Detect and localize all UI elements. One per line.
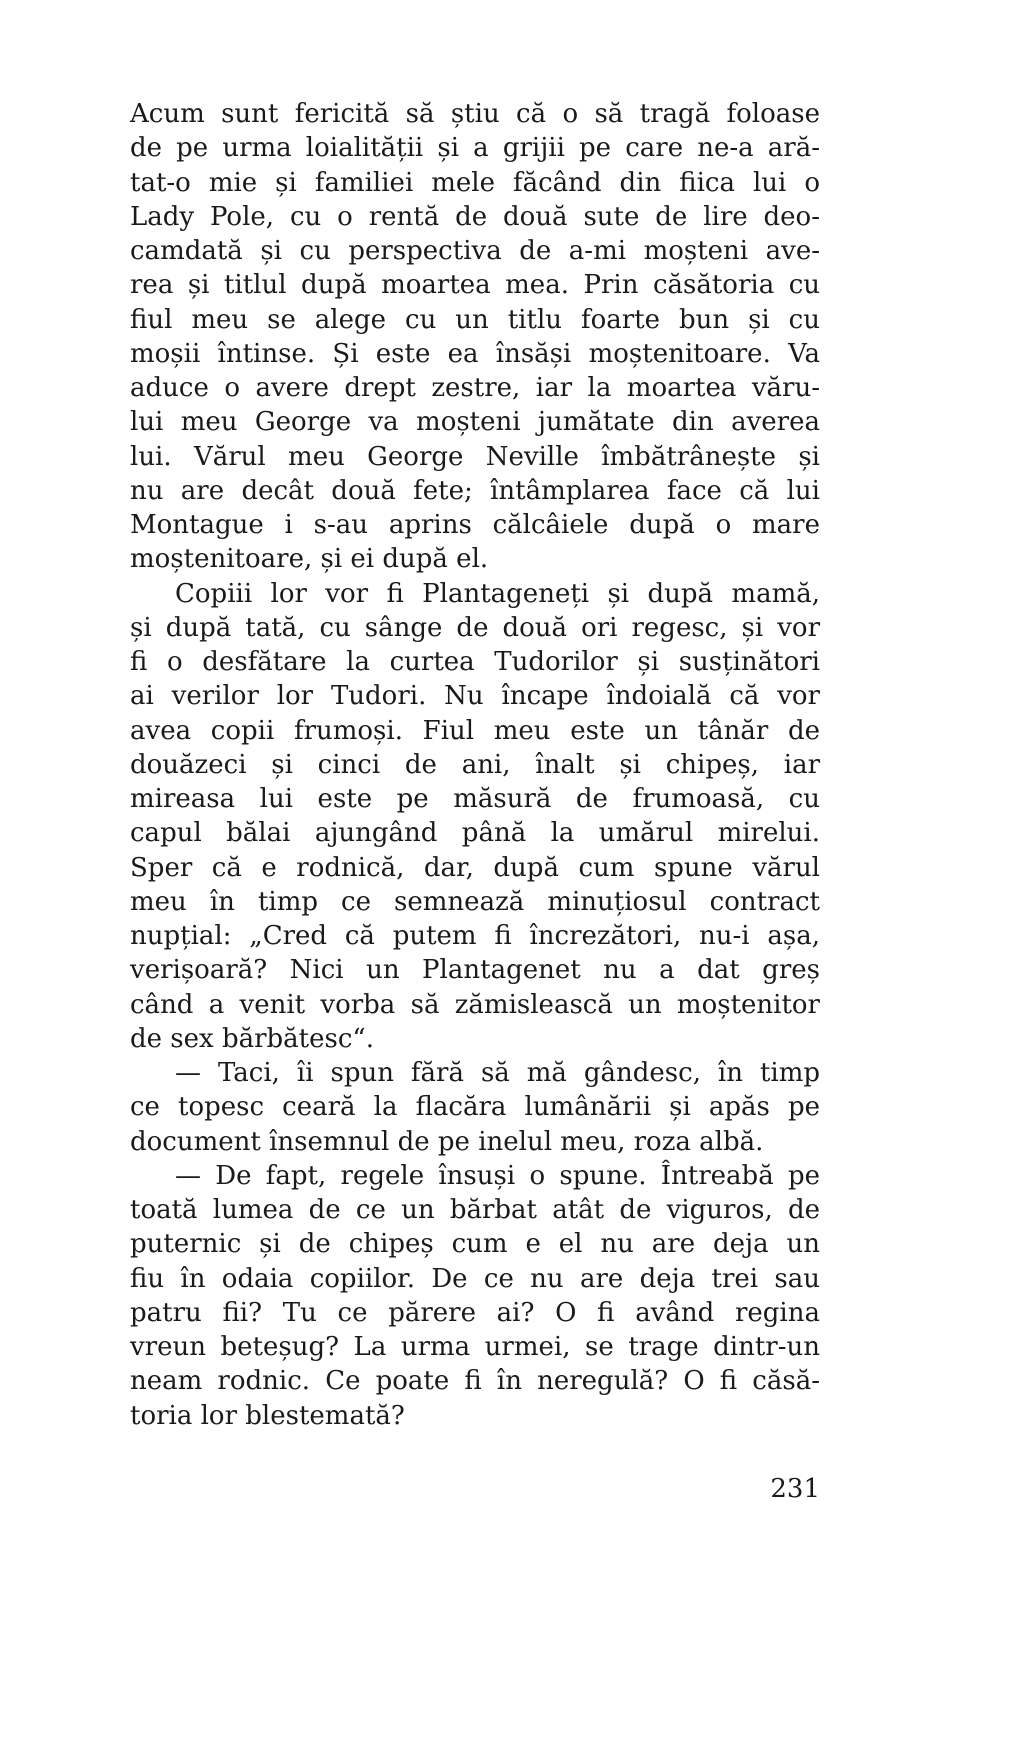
text-line: camdată și cu perspectiva de a-mi moșteni ave- xyxy=(130,236,820,266)
paragraph xyxy=(130,97,820,577)
text-line: ce topesc ceară la flacăra lumânării și apăs pe xyxy=(130,1092,820,1123)
paragraph xyxy=(130,1056,820,1159)
text-line: moșii întinse. Și este ea însăși moștenitoare. Va xyxy=(130,338,820,369)
text-line: rea și titlul după moartea mea. Prin căsătoria cu xyxy=(130,270,820,301)
text-line: meu în timp ce semnează minuțiosul contract xyxy=(130,886,820,917)
text-line: neam rodnic. Ce poate fi în neregulă? O fi căsă- xyxy=(130,1366,820,1397)
text-line: Montague i s-au aprins călcâiele după o mare xyxy=(130,510,820,540)
text-line: puternic și de chipeș cum e el nu are deja un xyxy=(130,1229,820,1260)
text-line: verișoară? Nici un Plantagenet nu a dat greș xyxy=(130,955,820,986)
text-line: tat-o mie și familiei mele făcând din fiica lui o xyxy=(130,167,820,198)
text-line: fiu în odaia copiilor. De ce nu are deja trei sau xyxy=(130,1263,820,1294)
text-line: Sper că e rodnică, dar, după cum spune vărul xyxy=(130,852,820,883)
text-line: de sex bărbătesc“. xyxy=(130,1023,374,1054)
text-line: fi o desfătare la curtea Tudorilor și susținători xyxy=(130,647,820,677)
text-line: nu are decât două fete; întâmplarea face că lui xyxy=(130,475,820,506)
text-line: nupțial: „Cred că putem fi încrezători, nu-i așa, xyxy=(130,921,820,951)
text-line: — De fapt, regele însuși o spune. Întreabă pe xyxy=(175,1160,820,1191)
text-line: avea copii frumoși. Fiul meu este un tânăr de xyxy=(130,715,820,746)
paragraph xyxy=(130,577,820,1057)
page-number: 231 xyxy=(770,1474,820,1504)
text-line: mireasa lui este pe măsură de frumoasă, cu xyxy=(130,784,820,814)
text-line: aduce o avere drept zestre, iar la moartea văru- xyxy=(130,373,820,403)
text-line: patru fii? Tu ce părere ai? O fi având regina xyxy=(130,1297,820,1328)
text-line: moștenitoare, și ei după el. xyxy=(130,544,489,575)
text-line: document însemnul de pe inelul meu, roza albă. xyxy=(130,1126,764,1157)
text-line: lui. Vărul meu George Neville îmbătrânește și xyxy=(130,441,820,472)
text-line: douăzeci și cinci de ani, înalt și chipeș, iar xyxy=(130,749,820,780)
text-line: capul bălai ajungând până la umărul mirelui. xyxy=(130,818,820,849)
text-line: toria lor blestemată? xyxy=(130,1400,405,1431)
text-line: Acum sunt fericită să știu că o să tragă foloase xyxy=(130,99,820,129)
text-line: ai verilor lor Tudori. Nu încape îndoială că vor xyxy=(130,681,820,712)
text-line: Copiii lor vor fi Plantageneți și după mamă, xyxy=(175,578,820,609)
text-line: de pe urma loialității și a grijii pe care ne-a ară- xyxy=(130,133,820,164)
text-line: vreun beteșug? La urma urmei, se trage dintr-un xyxy=(130,1332,820,1362)
text-line: și după tată, cu sânge de două ori regesc, și vor xyxy=(130,612,820,643)
text-line: când a venit vorba să zămislească un moștenitor xyxy=(130,989,820,1020)
text-line: Lady Pole, cu o rentă de două sute de lire deo- xyxy=(130,201,820,232)
paragraph xyxy=(130,1159,820,1433)
text-line: toată lumea de ce un bărbat atât de viguros, de xyxy=(130,1195,820,1225)
text-line: fiul meu se alege cu un titlu foarte bun și cu xyxy=(130,304,820,335)
text-line: lui meu George va moșteni jumătate din averea xyxy=(130,407,820,438)
body-text xyxy=(130,97,820,1433)
text-line: — Taci, îi spun fără să mă gândesc, în timp xyxy=(175,1058,820,1088)
